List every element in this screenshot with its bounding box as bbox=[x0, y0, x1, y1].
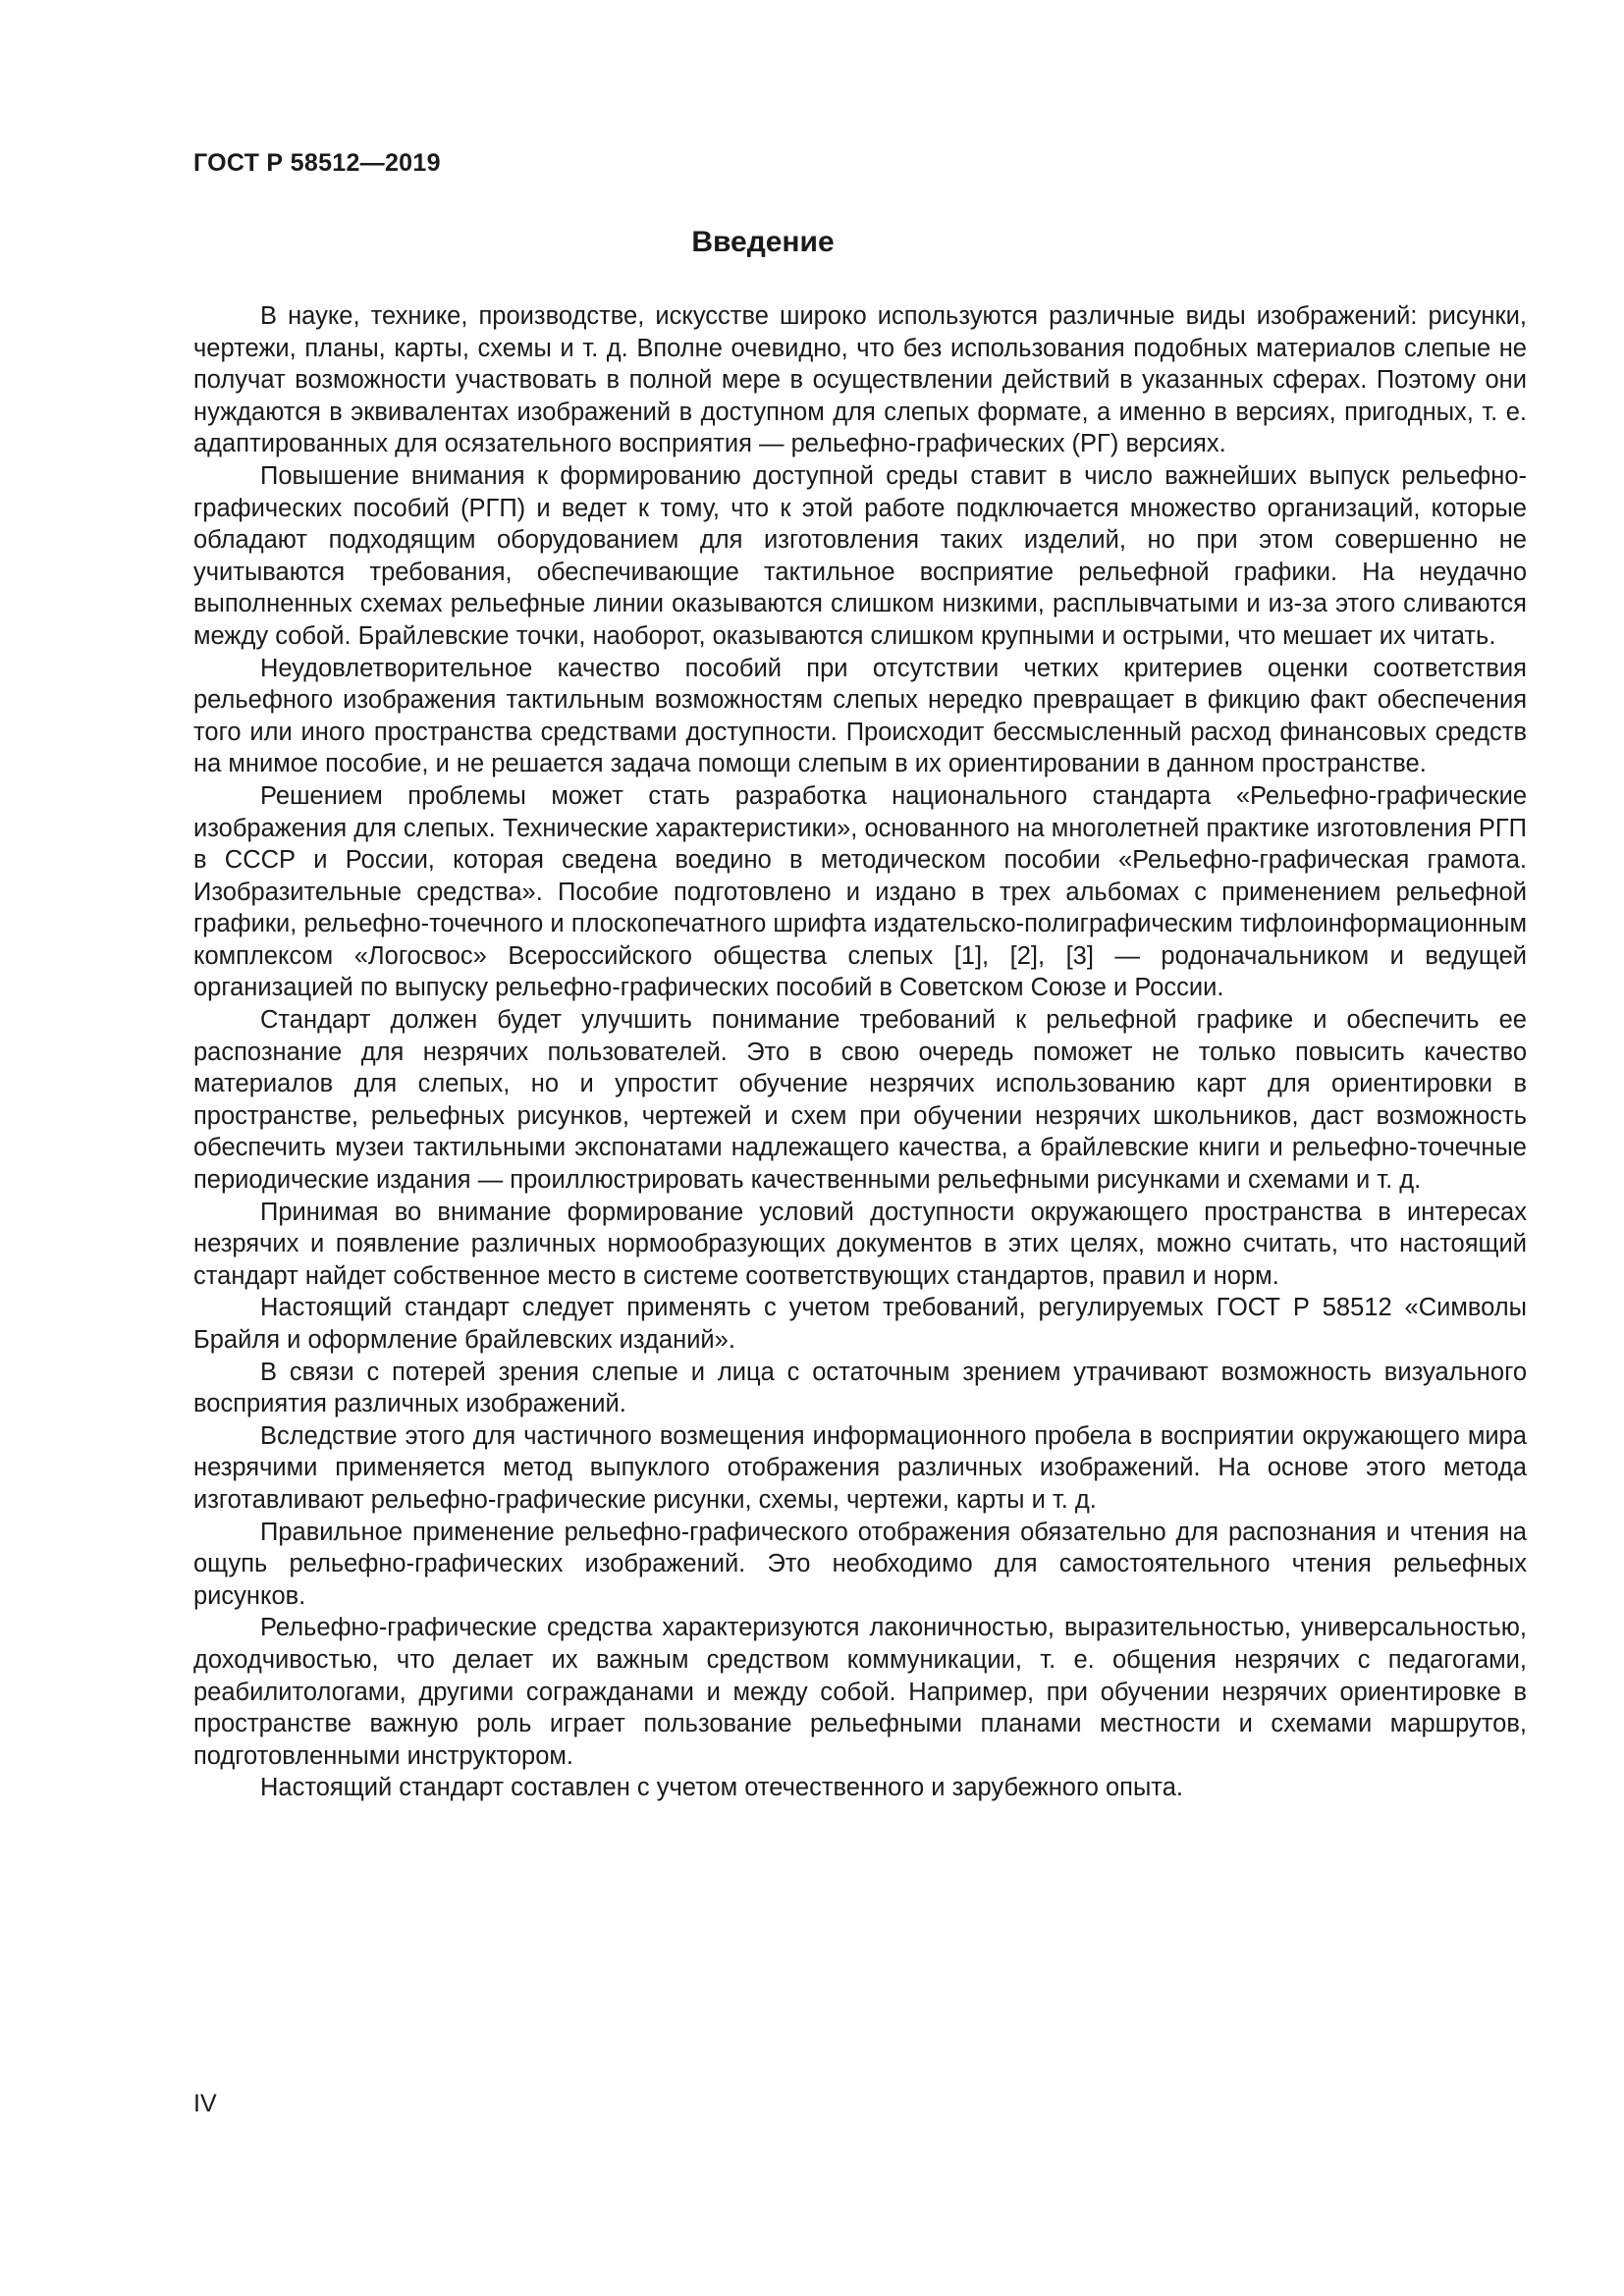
paragraph-3: Неудовлетворительное качество пособий при отсутствии четких критериев оценки соответствия рельефного изображения тактильным возможностям слепых нередко превращает в фикцию факт обеспечения того или иного пространства средствами доступности. Происходит бессмысленный расход финансовых средств на мнимое пособие, и не решается задача помощи слепым в их ориентировании в данном пространстве. bbox=[193, 654, 1527, 778]
paragraph-4: Решением проблемы может стать разработка национального стандарта «Рельефно-графические изображения для слепых. Технические характеристики», основанного на многолетней практике изготовления РГП в СССР и России, которая сведена воедино в методическом пособии «Рельефно-графическая грамота. Изобразительные средства». Пособие подготовлено и издано в трех альбомах с применением рельефной графики, рельефно-точечного и плоскопечатного шрифта издательско-полиграфическим тифлоинформационным комплексом «Логосвос» Всероссийского общества слепых [1], [2], [3] — родоначальником и ведущей организацией по выпуску рельефно-графических пособий в Советском Союзе и России. bbox=[193, 781, 1527, 1002]
paragraph-10: Правильное применение рельефно-графического отображения обязательно для распознания и чтения на ощупь рельефно-графических изображений. Это необходимо для самостоятельного чтения рельефных рисунков. bbox=[193, 1518, 1527, 1610]
paragraph-9: Вследствие этого для частичного возмещения информационного пробела в восприятии окружающего мира незрячими применяется метод выпуклого отображения различных изображений. На основе этого метода изготавливают рельефно-графические рисунки, схемы, чертежи, карты и т. д. bbox=[193, 1421, 1527, 1514]
page-number: IV bbox=[193, 2090, 217, 2117]
paragraph-2: Повышение внимания к формированию доступной среды ставит в число важнейших выпуск рельефно-графических пособий (РГП) и ведет к тому, что к этой работе подключается множество организаций, которые обладают подходящим оборудованием для изготовления таких изделий, но при этом совершенно не учитываются требования, обеспечивающие тактильное восприятие рельефной графики. На неудачно выполненных схемах рельефные линии оказываются слишком низкими, расплывчатыми и из-за этого сливаются между собой. Брайлевские точки, наоборот, оказываются слишком крупными и острыми, что мешает их читать. bbox=[193, 461, 1527, 650]
body-text bbox=[193, 300, 1527, 1804]
document-code-header: ГОСТ Р 58512—2019 bbox=[193, 149, 441, 177]
paragraph-7: Настоящий стандарт следует применять с учетом требований, регулируемых ГОСТ Р 58512 «Символы Брайля и оформление брайлевских изданий». bbox=[193, 1294, 1527, 1354]
paragraph-5: Стандарт должен будет улучшить понимание требований к рельефной графике и обеспечить ее распознание для незрячих пользователей. Это в свою очередь поможет не только повысить качество материалов для слепых, но и упростит обучение незрячих использованию карт для ориентировки в пространстве, рельефных рисунков, чертежей и схем при обучении незрячих школьников, даст возможность обеспечить музеи тактильными экспонатами надлежащего качества, а брайлевские книги и рельефно-точечные периодические издания — проиллюстрировать качественными рельефными рисунками и схемами и т. д. bbox=[193, 1006, 1527, 1195]
paragraph-12: Настоящий стандарт составлен с учетом отечественного и зарубежного опыта. bbox=[260, 1774, 1183, 1802]
paragraph-1: В науке, технике, производстве, искусстве широко используются различные виды изображений: рисунки, чертежи, планы, карты, схемы и т. д. Вполне очевидно, что без использования подобных материалов слепые не получат возможности участвовать в полной мере в осуществлении действий в указанных сферах. Поэтому они нуждаются в эквивалентах изображений в доступном для слепых формате, а именно в версиях, пригодных, т. е. адаптированных для осязательного восприятия — рельефно-графических (РГ) версиях. bbox=[193, 302, 1527, 458]
paragraph-6: Принимая во внимание формирование условий доступности окружающего пространства в интересах незрячих и появление различных нормообразующих документов в этих целях, можно считать, что настоящий стандарт найдет собственное место в системе соответствующих стандартов, правил и норм. bbox=[193, 1198, 1527, 1290]
section-title: Введение bbox=[691, 226, 835, 258]
paragraph-8: В связи с потерей зрения слепые и лица с остаточным зрением утрачивают возможность визуального восприятия различных изображений. bbox=[193, 1358, 1527, 1418]
paragraph-11: Рельефно-графические средства характеризуются лаконичностью, выразительностью, универсальностью, доходчивостью, что делает их важным средством коммуникации, т. е. общения незрячих с педагогами, реабилитологами, другими согражданами и между собой. Например, при обучении незрячих ориентировке в пространстве важную роль играет пользование рельефными планами местности и схемами маршрутов, подготовленными инструктором. bbox=[193, 1614, 1527, 1770]
